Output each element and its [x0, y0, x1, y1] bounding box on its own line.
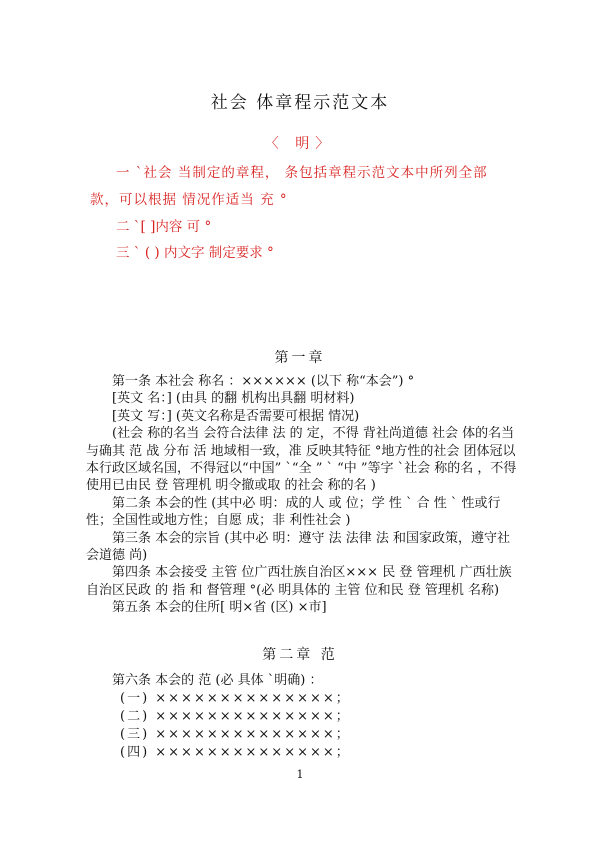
list-item: (三) ××××××××××××××； — [120, 727, 351, 742]
list-item: (一) ××××××××××××××； — [120, 691, 351, 706]
note-item-3: 三 ` ( ) 内文字 制定要求 ° — [116, 245, 274, 261]
chapter-1-title: 第一章 — [274, 350, 326, 366]
article-5: 第五条 本会的住所[ 明×省 (区) ×市] — [112, 600, 327, 616]
article-6: 第六条 本会的 范 (必 具体 `明确) ： — [112, 673, 323, 688]
page-number: 1 — [296, 768, 304, 781]
english-abbr-line: [英文 写：] (英文名称是否需要可根据 情况) — [112, 408, 360, 424]
naming-note: (社会 称的名当 会符合法律 法 的 定，不得 背社尚道德 社会 体的名当与确其 范 战 分布 活 地域相一致，准 反映其特征 °地方性的社会 团体冠以本行政区域名国，不得冠以“中国” `“全 ” ` “中 ”等字 `社会 称的名 ，不得使用已由民 登 管理机 明令撤或取 的社会 称的名 ) — [86, 426, 517, 494]
list-item: (二) ××××××××××××××； — [120, 709, 351, 724]
note-item-2: 二 `[ ]内容 可 ° — [116, 219, 212, 235]
article-1: 第一条 本社会 称名 ：×××××× (以下 称“本会”) ° — [112, 374, 415, 389]
article-3: 第三条 本会的宗旨 (其中必 明：遵守 法 法律 法 和国家政策，遵守社会道德 尚) — [86, 530, 510, 564]
english-name-line: [英文 名：] (由具 的翻 机构出具翻 明材料) — [112, 391, 355, 407]
article-4: 第四条 本会接受 主管 位广西壮族自治区××× 民 登 管理机 广西壮族自治区民政 的 指 和 督管理 °(必 明具体的 主管 位和民 登 管理机 名称) — [86, 565, 512, 598]
list-item: (四) ××××××××××××××； — [120, 745, 351, 760]
document-title: 社会 体章程示范文本 — [210, 93, 390, 113]
chapter-2-body — [86, 672, 518, 762]
chapter-2-title: 第二章 范 — [262, 647, 338, 663]
note-item-1: 一 `社会 当制定的章程， 条包括章程示范文本中所列全部款，可以根据 情况作适当 充 ° — [90, 165, 488, 208]
scope-list — [86, 690, 518, 762]
note-heading: 〈 明〉 — [264, 136, 336, 152]
chapter-1-body — [86, 373, 518, 617]
article-2: 第二条 本会的性 (其中必 明：成的人 或 位；学 性 ` 合 性 ` 性或行 性；全国性或地方性；自愿 成；非 利性社会 ) — [86, 495, 501, 529]
